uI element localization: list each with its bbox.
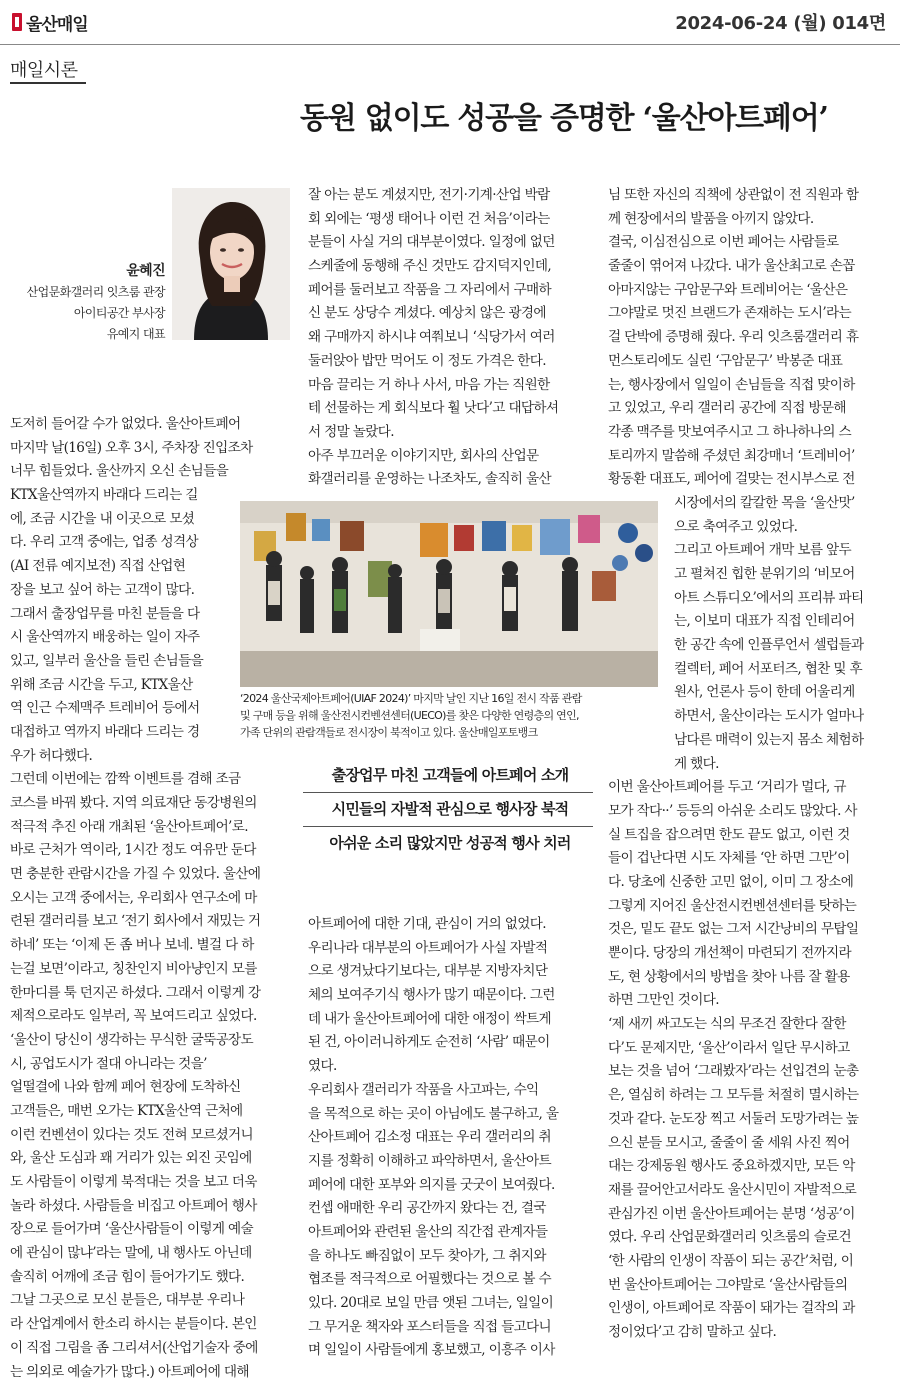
issue-date-page: 2024-06-24 (월) 014면	[675, 9, 886, 35]
article-text-line: 대는 강제동원 행사도 중요하겠지만, 모든 악	[608, 1155, 890, 1179]
article-text-line: 있고, 일부러 울산을 들린 손님들을	[10, 650, 234, 674]
article-text-line: 회 외에는 ‘평생 태어나 이런 건 처음’이라는	[308, 208, 590, 232]
article-text-line: 련된 갤러리를 보고 ‘전기 회사에서 재밌는 거	[10, 910, 288, 934]
article-text-line: 원사, 언론사 등이 한데 어울리게	[674, 681, 890, 705]
article-text-line: 테 선물하는 게 회식보다 훨 낫다’고 대답하셔	[308, 397, 590, 421]
article-text-line: 지를 정확히 이해하고 파악하면서, 울산아트	[308, 1150, 590, 1174]
author-portrait	[172, 188, 290, 340]
article-text-line: 결국, 이심전심으로 이번 페어는 사람들로	[608, 231, 890, 255]
article-text-line: 면 충분한 관람시간을 가질 수 있었다. 울산에	[10, 863, 288, 887]
article-text-line: 에, 조금 시간을 내 이곳으로 모셨	[10, 508, 234, 532]
article-column-2-bottom	[308, 913, 590, 1363]
article-text-line: 그런데 이번에는 깜짝 이벤트를 겸해 조금	[10, 768, 288, 792]
article-text-line: 우리나라 대부분의 아트페어가 사실 자발적	[308, 937, 590, 961]
article-text-line: 들이 겁난다면 시도 자체를 ‘안 하면 그만’이	[608, 847, 890, 871]
article-text-line: KTX울산역까지 바래다 드리는 길	[10, 484, 234, 508]
article-text-line: 둘러앉아 밥만 먹어도 이 정도 가격은 한다.	[308, 350, 590, 374]
article-text-line: 시 울산역까지 배웅하는 일이 자주	[10, 626, 234, 650]
article-text-line: 우리회사 갤러리가 작품을 사고파는, 수익	[308, 1079, 590, 1103]
article-text-line: 체의 보여주기식 행사가 많기 때문이다. 그런	[308, 984, 590, 1008]
article-text-line: 마음 끌리는 거 하나 사서, 마음 가는 직원한	[308, 374, 590, 398]
section-label: 매일시론	[10, 56, 78, 82]
article-text-line: 이런 컨벤션이 있다는 것도 전혀 모르셨거니	[10, 1124, 288, 1148]
article-text-line: 줄줄이 엮어져 나갔다. 내가 울산최고로 손꼽	[608, 255, 890, 279]
article-column-3	[608, 184, 890, 1345]
article-text-line: 잘 아는 분도 계셨지만, 전기·기계·산업 박람	[308, 184, 590, 208]
article-text-line: 솔직히 어깨에 조금 힘이 들어가기도 했다.	[10, 1266, 288, 1290]
article-text-line: 는걸 보면’이라고, 칭찬인지 비아냥인지 모를	[10, 958, 288, 982]
article-text-line: 한 공간 속에 인플루언서 셀럽들과	[674, 634, 890, 658]
article-text-line: 으로 축여주고 있었다.	[674, 516, 890, 540]
article-text-line: 는, 행사장에서 일일이 손님들을 직접 맞이하	[608, 374, 890, 398]
article-text-line: 도 사람들이 이렇게 북적대는 것을 보고 더욱	[10, 1171, 288, 1195]
article-text-line: 것은, 밑도 끝도 없는 그저 시간낭비의 무탑일	[608, 918, 890, 942]
article-text-line: 제적으로라도 일부러, 꼭 보여드리고 싶었다.	[10, 1005, 288, 1029]
article-text-line: ‘울산이 당신이 생각하는 무식한 굴뚝공장도	[10, 1029, 288, 1053]
article-text-line: 하면서, 울산이라는 도시가 얼마나	[674, 705, 890, 729]
article-text-line: 였다.	[308, 1055, 590, 1079]
author-byline	[10, 260, 165, 345]
article-text-line: 데 내가 울산아트페어에 대한 애정이 싹트게	[308, 1008, 590, 1032]
article-text-line: 산아트페어 김소정 대표는 우리 갤러리의 취	[308, 1126, 590, 1150]
article-text-line: 번 울산아트페어는 그야말로 ‘울산사람들의	[608, 1274, 890, 1298]
subhead-divider	[303, 792, 593, 793]
masthead	[0, 0, 900, 44]
article-text-line: 인생이, 아트페어로 작품이 돼가는 걸작의 과	[608, 1297, 890, 1321]
article-text-line: 아트페어와 관련된 울산의 직간접 관계자들	[308, 1221, 590, 1245]
article-text-line: 하면 그만인 것이다.	[608, 989, 890, 1013]
photo-caption-line: 및 구매 등을 위해 울산전시컨벤션센터(UECO)를 찾은 다양한 연령층의 연인,	[240, 707, 660, 724]
article-text-line: 그날 그곳으로 모신 분들은, 대부분 우리나	[10, 1289, 288, 1313]
article-text-line: 토리까지 말씀해 주셨던 최강매너 ‘트레비어’	[608, 445, 890, 469]
article-text-line: 이 직접 그림을 좀 그리셔서(산업기술자 중에	[10, 1337, 288, 1361]
article-text-line: 마지막 날(16일) 오후 3시, 주차장 진입조차	[10, 437, 288, 461]
article-text-line: 컨셉 애매한 우리 공간까지 왔다는 건, 결국	[308, 1197, 590, 1221]
article-text-line: 이번 울산아트페어를 두고 ‘거리가 멀다, 규	[608, 776, 890, 800]
article-text-line: 는 의외로 예술가가 많다.) 아트페어에 대해	[10, 1361, 288, 1384]
article-text-line: 아트 스튜디오’에서의 프리뷰 파티	[674, 587, 890, 611]
article-text-line: 그리고 아트페어 개막 보름 앞두	[674, 539, 890, 563]
subhead-divider	[303, 826, 593, 827]
article-text-line: 님 또한 자신의 직책에 상관없이 전 직원과 함	[608, 184, 890, 208]
article-text-line: 있다. 20대로 보일 만큼 앳된 그녀는, 일일이	[308, 1292, 590, 1316]
article-text-line: 으신 분들 모시고, 줄줄이 줄 세워 사진 찍어	[608, 1132, 890, 1156]
article-text-line: 컬렉터, 페어 서포터즈, 협찬 및 후	[674, 658, 890, 682]
article-text-line: 장을 보고 싶어 하는 고객이 많다.	[10, 579, 234, 603]
article-text-line: 우가 허다했다.	[10, 745, 234, 769]
article-text-line: 도저히 들어갈 수가 없었다. 울산아트페어	[10, 413, 288, 437]
article-text-line: 한마디를 툭 던지곤 하셨다. 그래서 이렇게 강	[10, 982, 288, 1006]
article-subhead: 출장업무 마친 고객들에 아트페어 소개	[300, 758, 600, 792]
article-text-line: 걸 단박에 증명해 줬다. 우리 잇츠룸갤러리 휴	[608, 326, 890, 350]
article-text-line: 것과 같다. 눈도장 찍고 서둘러 도망가려는 높	[608, 1108, 890, 1132]
article-text-line: 며 일일이 사람들에게 홍보했고, 이흥주 이사	[308, 1339, 590, 1363]
article-subheads	[300, 758, 600, 860]
article-text-line: 오시는 고객 중에서는, 우리회사 연구소에 마	[10, 887, 288, 911]
article-text-line: 고 펼쳐진 힙한 분위기의 ‘비모어	[674, 563, 890, 587]
art-fair-crowd-illustration	[240, 501, 658, 687]
article-text-line: 으로 생겨났다기보다는, 대부분 지방자치단	[308, 960, 590, 984]
exhibition-photo	[240, 501, 658, 687]
article-text-line: 대접하고 역까지 바래다 드리는 경	[10, 721, 234, 745]
author-portrait-illustration	[172, 188, 290, 340]
article-text-line: 하네’ 또는 ‘이제 돈 좀 버나 보네. 별걸 다 하	[10, 934, 288, 958]
article-text-line: 다. 우리 고객 중에는, 업종 성격상	[10, 531, 234, 555]
logo-mark-icon	[12, 13, 22, 31]
article-column-2-top	[308, 184, 590, 492]
article-text-line: 뿐이다. 당장의 개선책이 마련되기 전까지라	[608, 942, 890, 966]
article-text-line: 페어에 대한 포부와 의지를 굿굿이 보여줬다.	[308, 1174, 590, 1198]
article-text-line: 관심가진 이번 울산아트페어는 분명 ‘성공’이	[608, 1203, 890, 1227]
article-subhead: 아쉬운 소리 많았지만 성공적 행사 치러	[300, 826, 600, 860]
article-text-line: 분들이 사실 거의 대부분이였다. 일정에 없던	[308, 231, 590, 255]
article-text-line: 너무 힘들었다. 울산까지 오신 손님들을	[10, 460, 288, 484]
article-headline: 동원 없이도 성공을 증명한 ‘울산아트페어’	[300, 93, 860, 137]
article-text-line: 모가 작다··’ 등등의 아쉬운 소리도 많았다. 사	[608, 800, 890, 824]
article-text-line: 는, 이보미 대표가 직접 인테리어	[674, 610, 890, 634]
article-text-line: 화갤러리를 운영하는 나조차도, 솔직히 울산	[308, 468, 590, 492]
article-text-line: 을 하나도 빠짐없이 모두 찾아가, 그 취지와	[308, 1245, 590, 1269]
article-text-line: ‘한 사람의 인생이 작품이 되는 공간’처럼, 이	[608, 1250, 890, 1274]
article-text-line: 황동환 대표도, 페어에 걸맞는 전시부스로 전	[608, 468, 890, 492]
article-text-line: 페어를 둘러보고 작품을 그 자리에서 구매하	[308, 279, 590, 303]
article-text-line: 시장에서의 칼칼한 목을 ‘울산맛’	[674, 492, 890, 516]
author-title: 유예지 대표	[10, 324, 165, 345]
article-text-line: 장으로 들어가며 ‘울산사람들이 이렇게 예술	[10, 1218, 288, 1242]
logo-text: 울산매일	[26, 10, 88, 35]
article-text-line: 역 인근 수제맥주 트레비어 등에서	[10, 697, 234, 721]
photo-caption-line: 가족 단위의 관람객들로 전시장이 북적이고 있다. 울산매일포토뱅크	[240, 724, 660, 741]
article-text-line: 실 트집을 잡으려면 한도 끝도 없고, 이런 것	[608, 824, 890, 848]
article-text-line: 보는 것을 넘어 ‘그래봤자’라는 선입견의 눈총	[608, 1060, 890, 1084]
author-title: 아이티공간 부사장	[10, 303, 165, 324]
article-text-line: 적극적 추진 아래 개최된 ‘울산아트페어’로.	[10, 816, 288, 840]
article-text-line: 그렇게 지어진 울산전시컨벤션센터를 탓하는	[608, 895, 890, 919]
article-text-line: 을 목적으로 하는 곳이 아님에도 불구하고, 울	[308, 1103, 590, 1127]
article-text-line: 서 정말 놀랐다.	[308, 421, 590, 445]
article-text-line: 그야말로 멋진 브랜드가 존재하는 도시’라는	[608, 302, 890, 326]
article-text-line: 협조를 적극적으로 어필했다는 것으로 볼 수	[308, 1268, 590, 1292]
article-text-line: 아트페어에 대한 기대, 관심이 거의 없었다.	[308, 913, 590, 937]
article-text-line: 아마지않는 구암문구와 트레비어는 ‘울산은	[608, 279, 890, 303]
article-text-line: 와, 울산 도심과 꽤 거리가 있는 외진 곳임에	[10, 1147, 288, 1171]
article-text-line: 그래서 출장업무를 마친 분들을 다	[10, 603, 234, 627]
article-text-line: 였다. 우리 산업문화갤러리 잇츠룸의 슬로건	[608, 1226, 890, 1250]
article-text-line: ‘제 새끼 싸고도는 식의 무조건 잘한다 잘한	[608, 1013, 890, 1037]
article-text-line: 게 했다.	[674, 753, 890, 777]
article-text-line: 스케줄에 동행해 주신 것만도 감지덕지인데,	[308, 255, 590, 279]
article-text-line: 된 건, 아이러니하게도 순전히 ‘사람’ 때문이	[308, 1031, 590, 1055]
article-text-line: 바로 근처가 역이라, 1시간 정도 여유만 둔다	[10, 839, 288, 863]
article-text-line: 얼떨결에 나와 함께 페어 현장에 도착하신	[10, 1076, 288, 1100]
article-text-line: 놀라 하셨다. 사람들을 비집고 아트페어 행사	[10, 1195, 288, 1219]
article-text-line: 은, 열심히 하려는 그 모두를 처절히 멸시하는	[608, 1084, 890, 1108]
article-text-line: 그 무거운 책자와 포스터들을 직접 들고다니	[308, 1316, 590, 1340]
author-name: 윤혜진	[10, 260, 165, 282]
section-underline	[10, 82, 86, 84]
article-text-line: 각종 맥주를 맛보여주시고 그 하나하나의 스	[608, 421, 890, 445]
article-text-line: 재를 끌어안고서라도 울산시민이 자발적으로	[608, 1179, 890, 1203]
article-text-line: 위해 조금 시간을 두고, KTX울산	[10, 674, 234, 698]
article-text-line: (AI 전류 예지보전) 직접 산업현	[10, 555, 234, 579]
article-text-line: 먼스토리에도 실린 ‘구암문구’ 박봉준 대표	[608, 350, 890, 374]
article-text-line: 에 관심이 많냐’라는 말에, 내 행사도 아닌데	[10, 1242, 288, 1266]
author-title: 산업문화갤러리 잇츠룸 관장	[10, 282, 165, 303]
newspaper-logo	[12, 10, 88, 34]
article-text-line: 도, 현 상황에서의 방법을 찾아 나름 잘 활용	[608, 966, 890, 990]
photo-caption-line: ‘2024 울산국제아트페어(UIAF 2024)’ 마지막 날인 지난 16일 전시 작품 관람	[240, 690, 660, 707]
article-text-line: 라 산업계에서 한소리 하시는 분들이다. 본인	[10, 1313, 288, 1337]
article-text-line: 왜 구매까지 하시냐 여쭤보니 ‘식당가서 여러	[308, 326, 590, 350]
article-text-line: 고객들은, 매번 오가는 KTX울산역 근처에	[10, 1100, 288, 1124]
article-text-line: 다. 당초에 신중한 고민 없이, 이미 그 장소에	[608, 871, 890, 895]
article-subhead: 시민들의 자발적 관심으로 행사장 북적	[300, 792, 600, 826]
article-text-line: 남다른 매력이 있는지 몸소 체험하	[674, 729, 890, 753]
article-text-line: 다’도 문제지만, ‘울산’이라서 일단 무시하고	[608, 1037, 890, 1061]
article-text-line: 께 현장에서의 발품을 아끼지 않았다.	[608, 208, 890, 232]
article-text-line: 신 분도 상당수 계셨다. 예상치 않은 광경에	[308, 302, 590, 326]
article-text-line: 고 있었고, 우리 갤러리 공간에 직접 방문해	[608, 397, 890, 421]
article-text-line: 아주 부끄러운 이야기지만, 회사의 산업문	[308, 445, 590, 469]
photo-caption	[240, 690, 660, 741]
masthead-divider	[0, 44, 900, 45]
article-text-line: 정이었다’고 감히 말하고 싶다.	[608, 1321, 890, 1345]
article-text-line: 시, 공업도시가 절대 아니라는 것을’	[10, 1053, 288, 1077]
article-text-line: 코스를 바꿔 봤다. 지역 의료재단 동강병원의	[10, 792, 288, 816]
